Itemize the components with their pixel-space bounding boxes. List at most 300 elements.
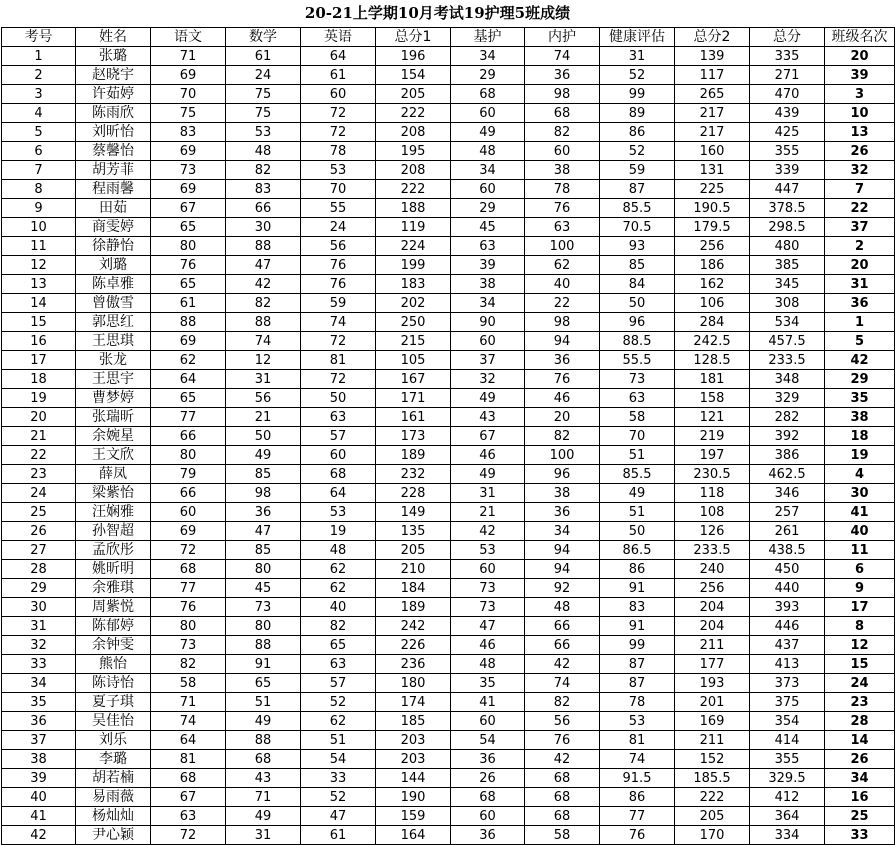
table-cell[interactable]: 236 (376, 655, 451, 674)
table-cell[interactable]: 80 (226, 560, 301, 579)
table-cell[interactable]: 154 (376, 66, 451, 85)
table-cell[interactable]: 70 (151, 85, 226, 104)
table-cell[interactable]: 414 (750, 731, 825, 750)
header-cell[interactable]: 总分2 (675, 28, 750, 47)
table-cell[interactable]: 60 (451, 180, 525, 199)
table-cell[interactable]: 61 (301, 826, 376, 845)
table-cell[interactable]: 386 (750, 446, 825, 465)
table-cell[interactable]: 43 (451, 408, 525, 427)
table-cell[interactable]: 69 (151, 66, 226, 85)
table-cell[interactable]: 217 (675, 123, 750, 142)
table-cell[interactable]: 76 (525, 370, 600, 389)
table-cell[interactable]: 曾傲雪 (76, 294, 151, 313)
table-cell[interactable]: 63 (301, 655, 376, 674)
table-cell[interactable]: 355 (750, 142, 825, 161)
table-cell[interactable]: 3 (2, 85, 76, 104)
table-cell[interactable]: 65 (226, 674, 301, 693)
table-cell[interactable]: 208 (376, 161, 451, 180)
table-cell[interactable]: 91 (600, 579, 675, 598)
table-cell[interactable]: 196 (376, 47, 451, 66)
table-cell[interactable]: 68 (226, 750, 301, 769)
table-cell[interactable]: 49 (600, 484, 675, 503)
table-cell[interactable]: 29 (451, 199, 525, 218)
table-cell[interactable]: 334 (750, 826, 825, 845)
table-cell[interactable]: 117 (675, 66, 750, 85)
table-cell[interactable]: 15 (825, 655, 895, 674)
table-cell[interactable]: 40 (301, 598, 376, 617)
table-cell[interactable]: 77 (151, 579, 226, 598)
table-cell[interactable]: 79 (151, 465, 226, 484)
table-cell[interactable]: 78 (600, 693, 675, 712)
table-cell[interactable]: 45 (226, 579, 301, 598)
table-cell[interactable]: 217 (675, 104, 750, 123)
table-cell[interactable]: 70 (301, 180, 376, 199)
table-cell[interactable]: 50 (301, 389, 376, 408)
table-cell[interactable]: 60 (451, 807, 525, 826)
table-cell[interactable]: 26 (2, 522, 76, 541)
table-cell[interactable]: 52 (301, 693, 376, 712)
table-cell[interactable]: 14 (825, 731, 895, 750)
table-cell[interactable]: 38 (2, 750, 76, 769)
table-cell[interactable]: 82 (226, 294, 301, 313)
table-cell[interactable]: 329 (750, 389, 825, 408)
table-cell[interactable]: 348 (750, 370, 825, 389)
table-cell[interactable]: 63 (600, 389, 675, 408)
table-cell[interactable]: 70 (600, 427, 675, 446)
table-cell[interactable]: 329.5 (750, 769, 825, 788)
table-cell[interactable]: 31 (451, 484, 525, 503)
table-cell[interactable]: 66 (151, 484, 226, 503)
table-cell[interactable]: 195 (376, 142, 451, 161)
table-cell[interactable]: 88 (226, 731, 301, 750)
table-cell[interactable]: 39 (2, 769, 76, 788)
table-cell[interactable]: 28 (2, 560, 76, 579)
table-cell[interactable]: 12 (825, 636, 895, 655)
table-cell[interactable]: 88 (226, 237, 301, 256)
table-cell[interactable]: 余婉星 (76, 427, 151, 446)
table-cell[interactable]: 83 (226, 180, 301, 199)
table-cell[interactable]: 85 (226, 541, 301, 560)
table-cell[interactable]: 68 (525, 807, 600, 826)
table-cell[interactable]: 201 (675, 693, 750, 712)
table-cell[interactable]: 86.5 (600, 541, 675, 560)
table-cell[interactable]: 162 (675, 275, 750, 294)
table-cell[interactable]: 413 (750, 655, 825, 674)
table-cell[interactable]: 78 (525, 180, 600, 199)
table-cell[interactable]: 210 (376, 560, 451, 579)
table-cell[interactable]: 孙智超 (76, 522, 151, 541)
table-cell[interactable]: 36 (226, 503, 301, 522)
table-cell[interactable]: 14 (2, 294, 76, 313)
table-cell[interactable]: 68 (525, 104, 600, 123)
table-cell[interactable]: 65 (151, 275, 226, 294)
table-cell[interactable]: 41 (825, 503, 895, 522)
table-cell[interactable]: 1 (825, 313, 895, 332)
table-cell[interactable]: 126 (675, 522, 750, 541)
table-cell[interactable]: 33 (301, 769, 376, 788)
table-cell[interactable]: 8 (2, 180, 76, 199)
table-cell[interactable]: 75 (151, 104, 226, 123)
table-cell[interactable]: 222 (376, 180, 451, 199)
table-cell[interactable]: 100 (525, 237, 600, 256)
table-cell[interactable]: 284 (675, 313, 750, 332)
table-cell[interactable]: 17 (2, 351, 76, 370)
table-cell[interactable]: 74 (600, 750, 675, 769)
table-cell[interactable]: 10 (825, 104, 895, 123)
table-cell[interactable]: 32 (2, 636, 76, 655)
table-cell[interactable]: 49 (451, 465, 525, 484)
table-cell[interactable]: 48 (451, 655, 525, 674)
table-cell[interactable]: 熊怡 (76, 655, 151, 674)
table-cell[interactable]: 105 (376, 351, 451, 370)
table-cell[interactable]: 438.5 (750, 541, 825, 560)
table-cell[interactable]: 64 (151, 731, 226, 750)
table-cell[interactable]: 59 (301, 294, 376, 313)
table-cell[interactable]: 392 (750, 427, 825, 446)
table-cell[interactable]: 36 (451, 750, 525, 769)
table-cell[interactable]: 183 (376, 275, 451, 294)
table-cell[interactable]: 52 (600, 142, 675, 161)
table-cell[interactable]: 73 (151, 636, 226, 655)
table-cell[interactable]: 82 (525, 693, 600, 712)
table-cell[interactable]: 232 (376, 465, 451, 484)
table-cell[interactable]: 53 (600, 712, 675, 731)
table-cell[interactable]: 240 (675, 560, 750, 579)
table-cell[interactable]: 76 (525, 199, 600, 218)
table-cell[interactable]: 185 (376, 712, 451, 731)
table-cell[interactable]: 193 (675, 674, 750, 693)
table-cell[interactable]: 49 (226, 807, 301, 826)
table-cell[interactable]: 68 (525, 769, 600, 788)
table-cell[interactable]: 233.5 (675, 541, 750, 560)
table-cell[interactable]: 128.5 (675, 351, 750, 370)
table-cell[interactable]: 32 (451, 370, 525, 389)
table-cell[interactable]: 24 (301, 218, 376, 237)
table-cell[interactable]: 19 (825, 446, 895, 465)
table-cell[interactable]: 38 (525, 161, 600, 180)
table-cell[interactable]: 24 (226, 66, 301, 85)
table-cell[interactable]: 51 (226, 693, 301, 712)
table-cell[interactable]: 364 (750, 807, 825, 826)
header-cell[interactable]: 内护 (525, 28, 600, 47)
table-cell[interactable]: 257 (750, 503, 825, 522)
table-cell[interactable]: 36 (525, 351, 600, 370)
table-cell[interactable]: 薛凤 (76, 465, 151, 484)
table-cell[interactable]: 81 (151, 750, 226, 769)
table-cell[interactable]: 85.5 (600, 199, 675, 218)
table-cell[interactable]: 83 (600, 598, 675, 617)
table-cell[interactable]: 61 (151, 294, 226, 313)
table-cell[interactable]: 余钟雯 (76, 636, 151, 655)
table-cell[interactable]: 24 (825, 674, 895, 693)
table-cell[interactable]: 23 (2, 465, 76, 484)
table-cell[interactable]: 31 (226, 826, 301, 845)
table-cell[interactable]: 99 (600, 636, 675, 655)
table-cell[interactable]: 197 (675, 446, 750, 465)
table-cell[interactable]: 72 (301, 104, 376, 123)
table-cell[interactable]: 219 (675, 427, 750, 446)
table-cell[interactable]: 23 (825, 693, 895, 712)
table-cell[interactable]: 6 (2, 142, 76, 161)
table-cell[interactable]: 76 (301, 256, 376, 275)
table-cell[interactable]: 76 (151, 256, 226, 275)
table-cell[interactable]: 60 (451, 712, 525, 731)
table-cell[interactable]: 81 (600, 731, 675, 750)
header-cell[interactable]: 基护 (451, 28, 525, 47)
table-cell[interactable]: 16 (2, 332, 76, 351)
table-cell[interactable]: 60 (451, 560, 525, 579)
table-cell[interactable]: 王思琪 (76, 332, 151, 351)
table-cell[interactable]: 16 (825, 788, 895, 807)
table-cell[interactable]: 190 (376, 788, 451, 807)
table-cell[interactable]: 曹梦婷 (76, 389, 151, 408)
table-cell[interactable]: 32 (825, 161, 895, 180)
table-cell[interactable]: 88 (151, 313, 226, 332)
table-cell[interactable]: 64 (301, 484, 376, 503)
table-cell[interactable]: 4 (2, 104, 76, 123)
table-cell[interactable]: 34 (2, 674, 76, 693)
table-cell[interactable]: 121 (675, 408, 750, 427)
table-cell[interactable]: 74 (226, 332, 301, 351)
table-cell[interactable]: 93 (600, 237, 675, 256)
table-cell[interactable]: 72 (151, 826, 226, 845)
table-cell[interactable]: 29 (2, 579, 76, 598)
table-cell[interactable]: 462.5 (750, 465, 825, 484)
table-cell[interactable]: 56 (226, 389, 301, 408)
table-cell[interactable]: 姚昕明 (76, 560, 151, 579)
table-cell[interactable]: 34 (525, 522, 600, 541)
table-cell[interactable]: 汪娴雅 (76, 503, 151, 522)
table-cell[interactable]: 37 (825, 218, 895, 237)
table-cell[interactable]: 商雯婷 (76, 218, 151, 237)
table-cell[interactable]: 73 (600, 370, 675, 389)
table-cell[interactable]: 34 (451, 294, 525, 313)
table-cell[interactable]: 271 (750, 66, 825, 85)
table-cell[interactable]: 439 (750, 104, 825, 123)
table-cell[interactable]: 185.5 (675, 769, 750, 788)
table-cell[interactable]: 26 (825, 750, 895, 769)
table-cell[interactable]: 8 (825, 617, 895, 636)
table-cell[interactable]: 425 (750, 123, 825, 142)
table-cell[interactable]: 29 (825, 370, 895, 389)
table-cell[interactable]: 71 (151, 693, 226, 712)
table-cell[interactable]: 45 (451, 218, 525, 237)
table-cell[interactable]: 149 (376, 503, 451, 522)
table-cell[interactable]: 66 (525, 636, 600, 655)
table-cell[interactable]: 33 (825, 826, 895, 845)
table-cell[interactable]: 55 (301, 199, 376, 218)
table-cell[interactable]: 186 (675, 256, 750, 275)
table-cell[interactable]: 53 (301, 161, 376, 180)
table-cell[interactable]: 355 (750, 750, 825, 769)
table-cell[interactable]: 22 (525, 294, 600, 313)
table-cell[interactable]: 59 (600, 161, 675, 180)
table-cell[interactable]: 40 (2, 788, 76, 807)
table-cell[interactable]: 35 (451, 674, 525, 693)
table-cell[interactable]: 48 (226, 142, 301, 161)
table-cell[interactable]: 87 (600, 674, 675, 693)
table-cell[interactable]: 陈诗怡 (76, 674, 151, 693)
table-cell[interactable]: 13 (2, 275, 76, 294)
table-cell[interactable]: 335 (750, 47, 825, 66)
table-cell[interactable]: 李璐 (76, 750, 151, 769)
table-cell[interactable]: 76 (301, 275, 376, 294)
table-cell[interactable]: 张龙 (76, 351, 151, 370)
table-cell[interactable]: 孟欣彤 (76, 541, 151, 560)
table-cell[interactable]: 82 (301, 617, 376, 636)
table-cell[interactable]: 106 (675, 294, 750, 313)
table-cell[interactable]: 88 (226, 313, 301, 332)
table-cell[interactable]: 1 (2, 47, 76, 66)
table-cell[interactable]: 58 (525, 826, 600, 845)
table-cell[interactable]: 89 (600, 104, 675, 123)
table-cell[interactable]: 393 (750, 598, 825, 617)
table-cell[interactable]: 26 (825, 142, 895, 161)
table-cell[interactable]: 徐静怡 (76, 237, 151, 256)
table-cell[interactable]: 21 (226, 408, 301, 427)
table-cell[interactable]: 30 (226, 218, 301, 237)
table-cell[interactable]: 49 (451, 123, 525, 142)
table-cell[interactable]: 72 (151, 541, 226, 560)
table-cell[interactable]: 65 (151, 389, 226, 408)
table-cell[interactable]: 94 (525, 332, 600, 351)
table-cell[interactable]: 211 (675, 731, 750, 750)
table-cell[interactable]: 161 (376, 408, 451, 427)
table-cell[interactable]: 30 (2, 598, 76, 617)
table-cell[interactable]: 58 (600, 408, 675, 427)
table-cell[interactable]: 480 (750, 237, 825, 256)
table-cell[interactable]: 446 (750, 617, 825, 636)
table-cell[interactable]: 7 (825, 180, 895, 199)
table-cell[interactable]: 189 (376, 446, 451, 465)
table-cell[interactable]: 76 (151, 598, 226, 617)
table-cell[interactable]: 60 (451, 332, 525, 351)
table-cell[interactable]: 49 (226, 446, 301, 465)
table-cell[interactable]: 20 (525, 408, 600, 427)
table-cell[interactable]: 66 (525, 617, 600, 636)
table-cell[interactable]: 22 (825, 199, 895, 218)
table-cell[interactable]: 62 (301, 579, 376, 598)
table-cell[interactable]: 282 (750, 408, 825, 427)
table-cell[interactable]: 29 (451, 66, 525, 85)
table-cell[interactable]: 46 (451, 636, 525, 655)
table-cell[interactable]: 18 (2, 370, 76, 389)
table-cell[interactable]: 69 (151, 332, 226, 351)
table-cell[interactable]: 36 (525, 66, 600, 85)
table-cell[interactable]: 78 (301, 142, 376, 161)
table-cell[interactable]: 69 (151, 180, 226, 199)
table-cell[interactable]: 73 (151, 161, 226, 180)
table-cell[interactable]: 王文欣 (76, 446, 151, 465)
table-cell[interactable]: 张璐 (76, 47, 151, 66)
table-cell[interactable]: 256 (675, 579, 750, 598)
table-cell[interactable]: 42 (525, 750, 600, 769)
table-cell[interactable]: 40 (825, 522, 895, 541)
table-cell[interactable]: 35 (825, 389, 895, 408)
table-cell[interactable]: 108 (675, 503, 750, 522)
table-cell[interactable]: 54 (301, 750, 376, 769)
table-cell[interactable]: 胡芳菲 (76, 161, 151, 180)
table-cell[interactable]: 余雅琪 (76, 579, 151, 598)
table-cell[interactable]: 88.5 (600, 332, 675, 351)
table-cell[interactable]: 92 (525, 579, 600, 598)
table-cell[interactable]: 131 (675, 161, 750, 180)
table-cell[interactable]: 76 (525, 731, 600, 750)
table-cell[interactable]: 71 (226, 788, 301, 807)
table-cell[interactable]: 378.5 (750, 199, 825, 218)
table-cell[interactable]: 48 (301, 541, 376, 560)
table-cell[interactable]: 10 (2, 218, 76, 237)
table-cell[interactable]: 222 (675, 788, 750, 807)
table-cell[interactable]: 22 (2, 446, 76, 465)
table-cell[interactable]: 51 (301, 731, 376, 750)
table-cell[interactable]: 222 (376, 104, 451, 123)
header-cell[interactable]: 总分1 (376, 28, 451, 47)
table-cell[interactable]: 447 (750, 180, 825, 199)
table-cell[interactable]: 17 (825, 598, 895, 617)
table-cell[interactable]: 72 (301, 370, 376, 389)
table-cell[interactable]: 37 (451, 351, 525, 370)
table-cell[interactable]: 80 (151, 446, 226, 465)
table-cell[interactable]: 56 (301, 237, 376, 256)
table-cell[interactable]: 5 (825, 332, 895, 351)
table-cell[interactable]: 226 (376, 636, 451, 655)
table-cell[interactable]: 4 (825, 465, 895, 484)
table-cell[interactable]: 杨灿灿 (76, 807, 151, 826)
table-cell[interactable]: 91.5 (600, 769, 675, 788)
table-cell[interactable]: 98 (525, 313, 600, 332)
table-cell[interactable]: 159 (376, 807, 451, 826)
table-cell[interactable]: 42 (2, 826, 76, 845)
table-cell[interactable]: 261 (750, 522, 825, 541)
table-cell[interactable]: 50 (226, 427, 301, 446)
table-cell[interactable]: 18 (825, 427, 895, 446)
table-cell[interactable]: 82 (525, 427, 600, 446)
table-cell[interactable]: 74 (151, 712, 226, 731)
table-cell[interactable]: 尹心颖 (76, 826, 151, 845)
table-cell[interactable]: 66 (226, 199, 301, 218)
table-cell[interactable]: 52 (301, 788, 376, 807)
table-cell[interactable]: 470 (750, 85, 825, 104)
table-cell[interactable]: 31 (2, 617, 76, 636)
table-cell[interactable]: 60 (151, 503, 226, 522)
table-cell[interactable]: 80 (151, 617, 226, 636)
table-cell[interactable]: 蔡馨怡 (76, 142, 151, 161)
table-cell[interactable]: 60 (301, 446, 376, 465)
table-cell[interactable]: 43 (226, 769, 301, 788)
table-cell[interactable]: 94 (525, 560, 600, 579)
table-cell[interactable]: 385 (750, 256, 825, 275)
table-cell[interactable]: 184 (376, 579, 451, 598)
table-cell[interactable]: 39 (451, 256, 525, 275)
table-cell[interactable]: 228 (376, 484, 451, 503)
table-cell[interactable]: 208 (376, 123, 451, 142)
table-cell[interactable]: 203 (376, 750, 451, 769)
table-cell[interactable]: 7 (2, 161, 76, 180)
table-cell[interactable]: 75 (226, 85, 301, 104)
table-cell[interactable]: 57 (301, 427, 376, 446)
table-cell[interactable]: 48 (525, 598, 600, 617)
table-cell[interactable]: 158 (675, 389, 750, 408)
table-cell[interactable]: 534 (750, 313, 825, 332)
table-cell[interactable]: 56 (525, 712, 600, 731)
table-cell[interactable]: 63 (301, 408, 376, 427)
table-cell[interactable]: 167 (376, 370, 451, 389)
table-cell[interactable]: 85 (600, 256, 675, 275)
table-cell[interactable]: 118 (675, 484, 750, 503)
table-cell[interactable]: 72 (301, 332, 376, 351)
table-cell[interactable]: 3 (825, 85, 895, 104)
